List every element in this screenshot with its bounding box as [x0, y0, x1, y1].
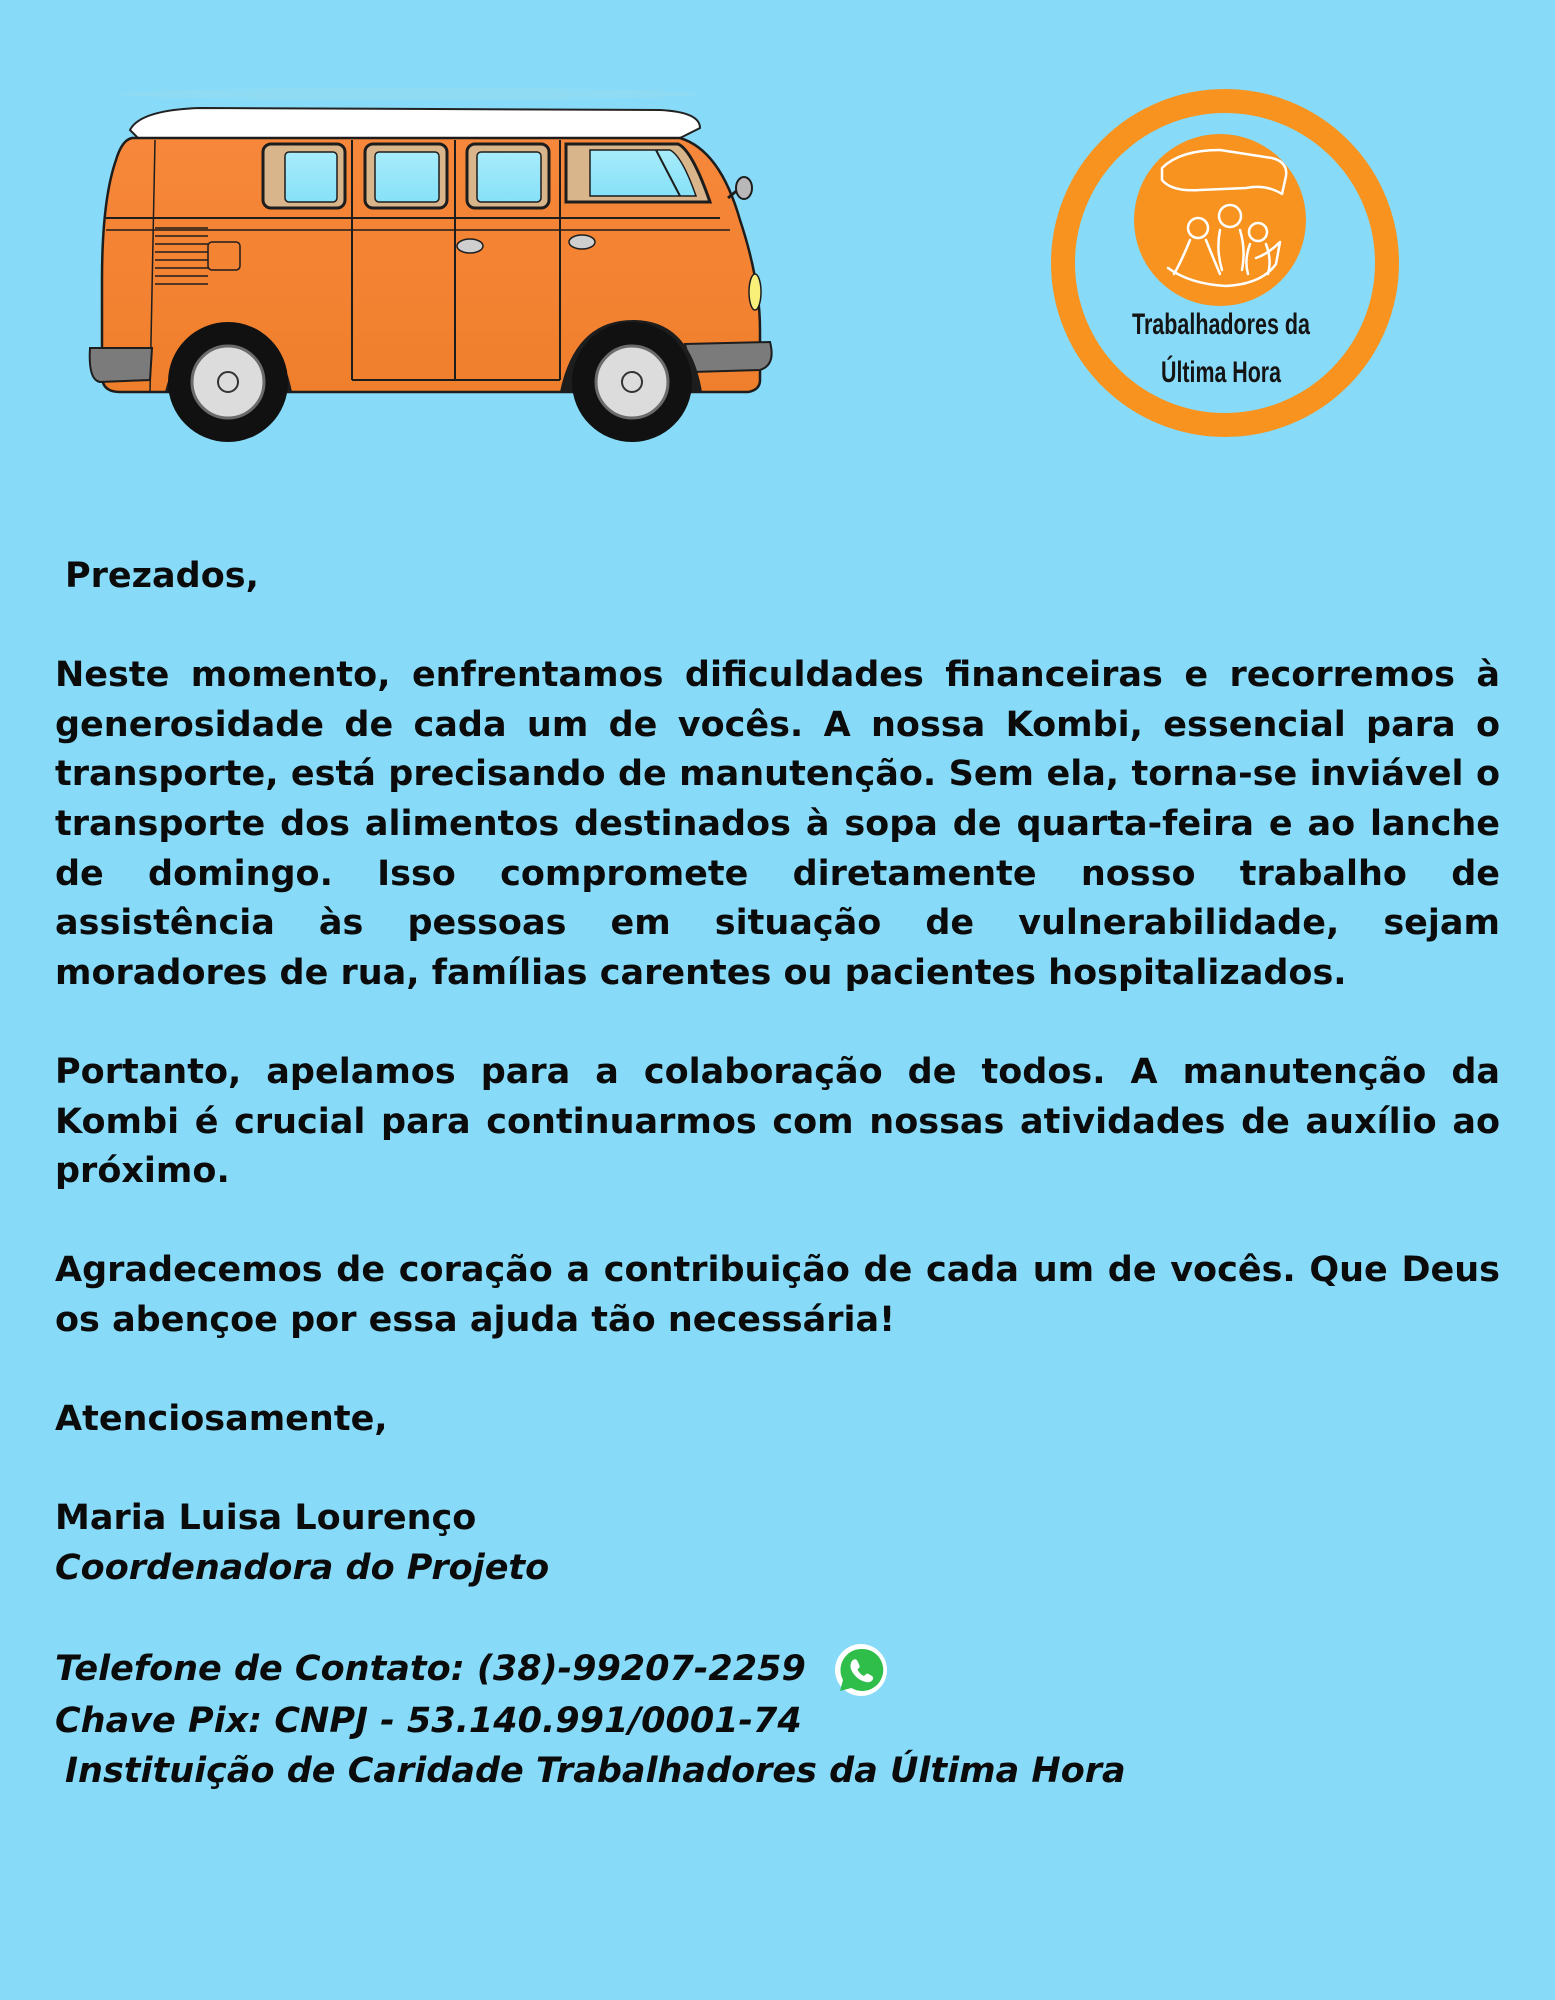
logo-line1: Trabalhadores da [1132, 308, 1311, 341]
signature-name: Maria Luisa Lourenço [55, 1498, 477, 1539]
phone-line [55, 1643, 1500, 1697]
letter-body [55, 552, 1500, 1796]
greeting: Prezados, [65, 556, 259, 596]
kombi-van-illustration [80, 80, 790, 450]
phone-contact: Telefone de Contato: (38)-99207-2259 [55, 1649, 806, 1690]
logo-line2: Última Hora [1161, 356, 1330, 389]
organization-logo [1050, 88, 1400, 438]
institution-name: Instituição de Caridade Trabalhadores da Última Hora [65, 1750, 1126, 1791]
whatsapp-icon[interactable] [834, 1643, 888, 1697]
paragraph-3: Agradecemos de coração a contribuição de cada um de vocês. Que Deus os abençoe por essa ajuda tão necessária! [55, 1250, 1500, 1340]
closing: Atenciosamente, [55, 1399, 388, 1440]
pix-key: Chave Pix: CNPJ - 53.140.991/0001-74 [55, 1701, 802, 1742]
paragraph-1: Neste momento, enfrentamos dificuldades financeiras e recorremos à generosidade de cada um de vocês. A nossa Kombi, essencial para o transporte, está precisando de manutenção. Sem ela, torna-se inviável o transporte dos alimentos destinados à sopa de quarta-feira e ao lanche de domingo. Isso compromete diretamente nosso trabalho de assistência às pessoas em situação de vulnerabilidade, sejam moradores de rua, famílias carentes ou pacientes hospitalizados. [55, 655, 1500, 993]
signature-role: Coordenadora do Projeto [55, 1547, 550, 1588]
paragraph-2: Portanto, apelamos para a colaboração de todos. A manutenção da Kombi é crucial para continuarmos com nossas atividades de auxílio ao próximo. [55, 1051, 1500, 1192]
